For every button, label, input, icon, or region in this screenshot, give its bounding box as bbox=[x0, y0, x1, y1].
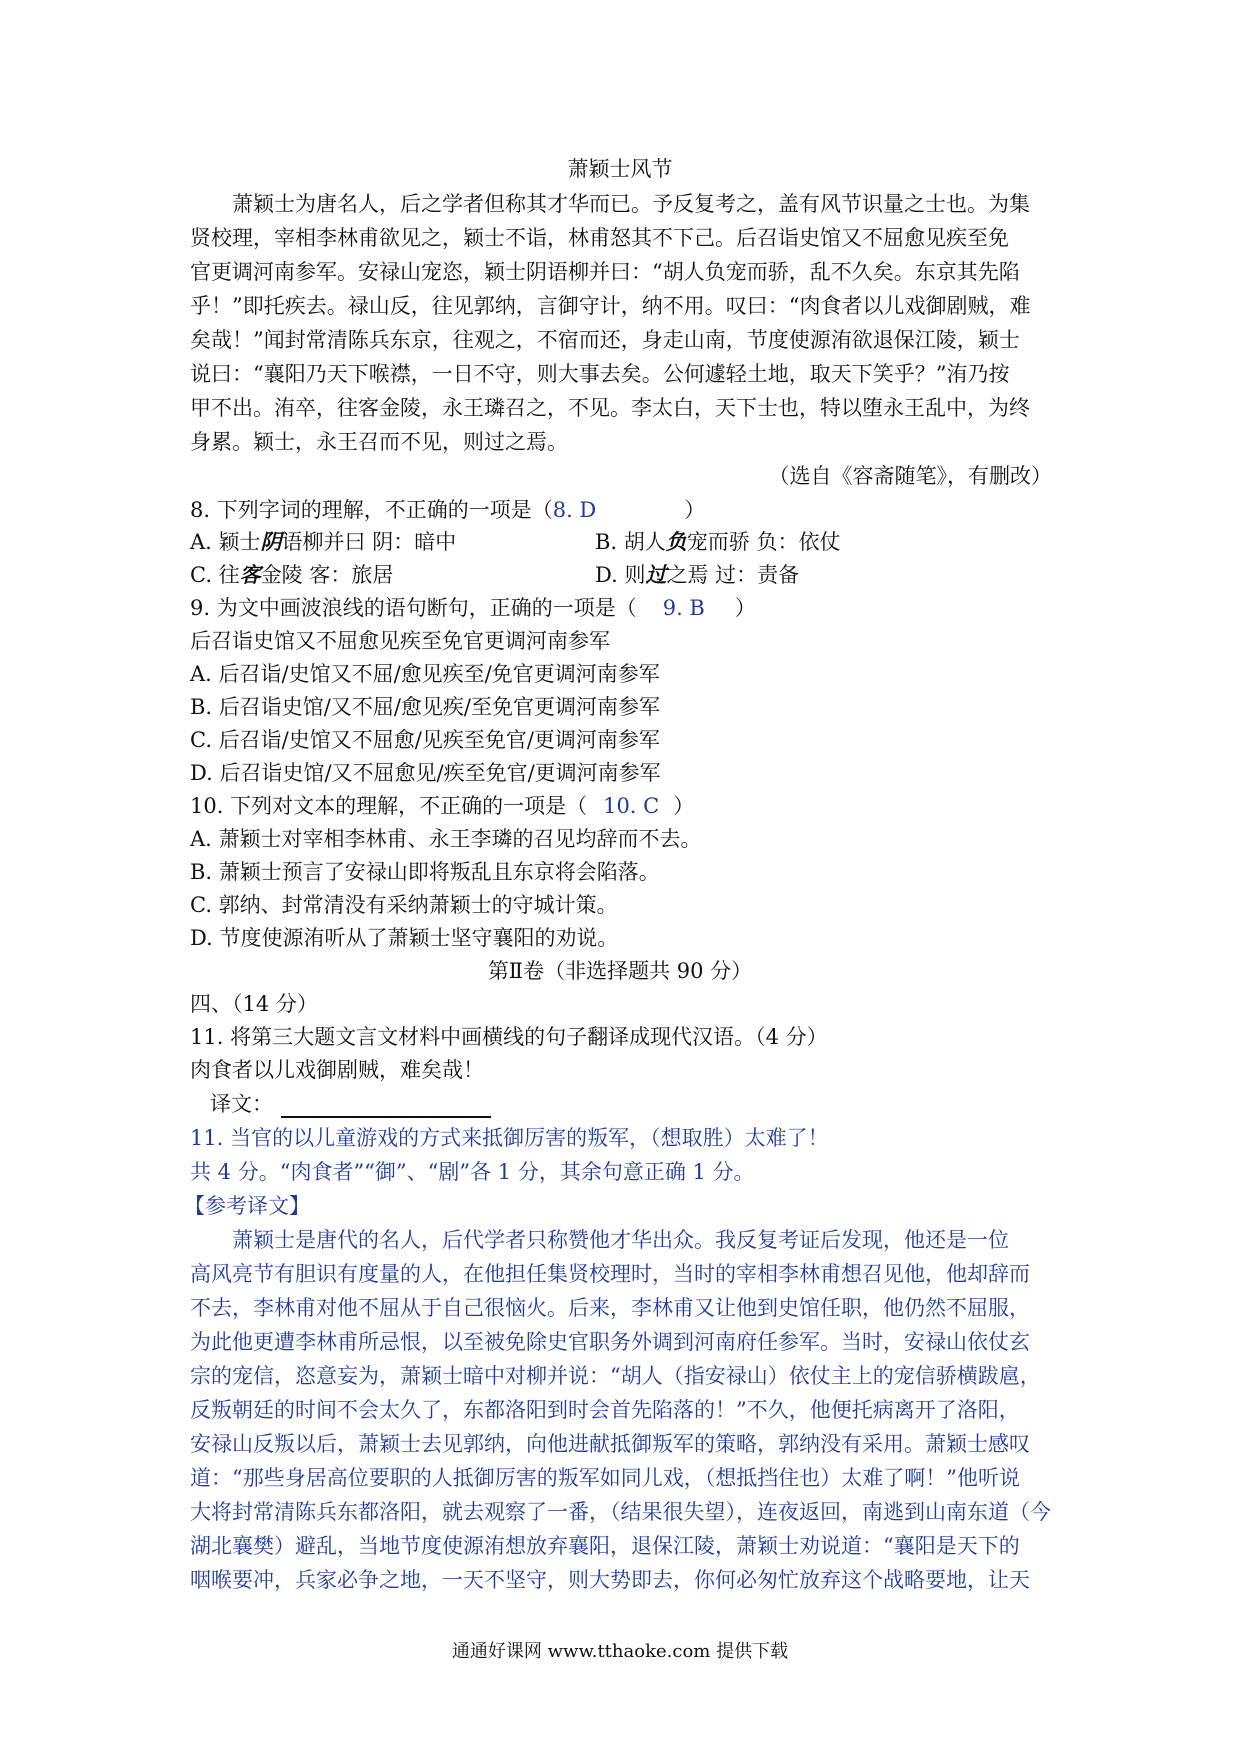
question-11-scoring: 共 4 分。“肉食者”“御”、“剧”各 1 分，其余句意正确 1 分。 bbox=[190, 1160, 755, 1184]
question-8-option-a bbox=[190, 528, 456, 556]
question-11-stem: 11. 将第三大题文言文材料中画横线的句子翻译成现代汉语。（4 分） bbox=[190, 1025, 828, 1049]
reference-line: 宗的宠信，恣意妄为，萧颖士暗中对柳并说：“胡人（指安禄山）依仗主上的宠信骄横跋扈， bbox=[190, 1364, 1041, 1388]
question-11-sentence: 肉食者以儿戏御剧贼，难矣哉！ bbox=[190, 1058, 484, 1082]
option-text: B. 胡人 bbox=[595, 530, 666, 554]
question-9-option-c: C. 后召诣/史馆又不屈愈/见疾至免官/更调河南参军 bbox=[190, 728, 660, 752]
question-8-option-c bbox=[190, 561, 393, 589]
reference-line: 萧颖士是唐代的名人，后代学者只称赞他才华出众。我反复考证后发现，他还是一位 bbox=[232, 1228, 1009, 1252]
question-9-answer: 9. B bbox=[662, 596, 705, 620]
reference-line: 反叛朝廷的时间不会太久了，东都洛阳到时会首先陷落的！”不久，他便托病离开了洛阳， bbox=[190, 1398, 1020, 1422]
question-10-option-d: D. 节度使源洧听从了萧颖士坚守襄阳的劝说。 bbox=[190, 926, 619, 950]
option-text: 语柳并曰 阴：暗中 bbox=[281, 530, 457, 554]
translation-blank[interactable] bbox=[281, 1094, 491, 1118]
article-line: 说曰：“襄阳乃天下喉襟，一日不守，则大事去矣。公何遽轻土地，取天下笑乎？”洧乃按 bbox=[190, 362, 1010, 386]
reference-heading: 【参考译文】 bbox=[184, 1194, 310, 1218]
article-source: （选自《容斋随笔》，有删改） bbox=[768, 464, 1052, 488]
article-line: 萧颖士为唐名人，后之学者但称其才华而已。予反复考之，盖有风节识量之士也。为集 bbox=[232, 192, 1030, 216]
article-line: 官更调河南参军。安禄山宠恣，颖士阴语柳并曰：“胡人负宠而骄，乱不久矣。东京其先陷 bbox=[190, 260, 1020, 284]
option-text: A. 颖士 bbox=[190, 530, 261, 554]
question-10-answer: 10. C bbox=[603, 794, 660, 818]
reference-line: 咽喉要冲，兵家必争之地，一天不坚守，则大势即去，你何必匆忙放弃这个战略要地，让天 bbox=[190, 1568, 1030, 1592]
option-keyword: 过 bbox=[645, 562, 667, 587]
part-2-heading: 第Ⅱ卷（非选择题共 90 分） bbox=[487, 959, 753, 983]
translation-line bbox=[210, 1090, 1100, 1118]
question-9-sentence: 后召诣史馆又不屈愈见疾至免官更调河南参军 bbox=[190, 629, 610, 653]
question-8-close: ） bbox=[684, 498, 706, 522]
question-10-option-c: C. 郭纳、封常清没有采纳萧颖士的守城计策。 bbox=[190, 893, 618, 917]
question-9-option-b: B. 后召诣史馆/又不屈/愈见疾/至免官更调河南参军 bbox=[190, 695, 661, 719]
reference-line: 安禄山反叛以后，萧颖士去见郭纳，向他进献抵御叛军的策略，郭纳没有采用。萧颖士感叹 bbox=[190, 1432, 1030, 1456]
question-8-text: 8. 下列字词的理解，不正确的一项是（ bbox=[190, 498, 553, 522]
reference-line: 大将封常清陈兵东都洛阳，就去观察了一番，（结果很失望），连夜返回，南逃到山南东道（今 bbox=[190, 1500, 1051, 1524]
reference-line: 高风亮节有胆识有度量的人，在他担任集贤校理时，当时的宰相李林甫想召见他，他却辞而 bbox=[190, 1262, 1030, 1286]
reference-line: 道：“那些身居高位要职的人抵御厉害的叛军如同儿戏，（想抵挡住也）太难了啊！”他听说 bbox=[190, 1466, 1020, 1490]
article-line: 矣哉！”闻封常清陈兵东京，往观之，不宿而还，身走山南，节度使源洧欲退保江陵，颖士 bbox=[190, 328, 1020, 352]
option-keyword: 阴 bbox=[260, 529, 282, 554]
question-8-answer: 8. D bbox=[552, 498, 597, 522]
article-line: 贤校理，宰相李林甫欲见之，颖士不诣，林甫怒其不下己。后召诣史馆又不屈愈见疾至免 bbox=[190, 226, 1009, 250]
option-text: C. 往 bbox=[190, 563, 240, 587]
article-line: 甲不出。洧卒，往客金陵，永王璘召之，不见。李太白，天下士也，特以堕永王乱中，为终 bbox=[190, 396, 1030, 420]
translation-label: 译文： bbox=[210, 1092, 273, 1116]
question-10-close: ） bbox=[673, 794, 695, 818]
article-line: 乎！”即托疾去。禄山反，往见郭纳，言御守计，纳不用。叹曰：“肉食者以儿戏御剧贼，难 bbox=[190, 294, 1031, 318]
question-8-stem bbox=[190, 496, 1080, 524]
option-text: D. 则 bbox=[595, 563, 646, 587]
option-text: 之焉 过：责备 bbox=[666, 563, 800, 587]
question-9-text: 9. 为文中画波浪线的语句断句，正确的一项是（ bbox=[190, 596, 637, 620]
question-10-option-a: A. 萧颖士对宰相李林甫、永王李璘的召见均辞而不去。 bbox=[190, 827, 702, 851]
question-8-option-b bbox=[595, 528, 840, 556]
reference-line: 为此他更遭李林甫所忌恨，以至被免除史官职务外调到河南府任参军。当时，安禄山依仗玄 bbox=[190, 1330, 1030, 1354]
reference-line: 湖北襄樊）避乱，当地节度使源洧想放弃襄阳，退保江陵，萧颖士劝说道：“襄阳是天下的 bbox=[190, 1534, 1020, 1558]
question-11-answer: 11. 当官的以儿童游戏的方式来抵御厉害的叛军，（想取胜）太难了！ bbox=[190, 1126, 829, 1150]
article-title: 萧颖士风节 bbox=[567, 157, 673, 181]
option-keyword: 负 bbox=[665, 529, 687, 554]
section-4-heading: 四、（14 分） bbox=[190, 992, 318, 1016]
question-9-option-d: D. 后召诣史馆/又不屈愈见/疾至免官/更调河南参军 bbox=[190, 761, 661, 785]
question-9-option-a: A. 后召诣/史馆又不屈/愈见疾至/免官更调河南参军 bbox=[190, 662, 660, 686]
reference-line: 不去，李林甫对他不屈从于自己很恼火。后来，李林甫又让他到史馆任职，他仍然不屈服， bbox=[190, 1296, 1030, 1320]
question-9-close: ） bbox=[734, 596, 756, 620]
question-9-stem bbox=[190, 594, 1080, 622]
question-10-text: 10. 下列对文本的理解，不正确的一项是（ bbox=[190, 794, 588, 818]
question-10-stem bbox=[190, 792, 1080, 820]
page-footer: 通通好课网 www.tthaoke.com 提供下载 bbox=[451, 1641, 789, 1662]
option-text: 金陵 客：旅居 bbox=[260, 563, 394, 587]
article-line: 身累。颖士，永王召而不见，则过之焉。 bbox=[190, 430, 568, 454]
question-8-option-d bbox=[595, 561, 799, 589]
question-10-option-b: B. 萧颖士预言了安禄山即将叛乱且东京将会陷落。 bbox=[190, 860, 660, 884]
option-text: 宠而骄 负：依仗 bbox=[686, 530, 841, 554]
option-keyword: 客 bbox=[239, 562, 261, 587]
